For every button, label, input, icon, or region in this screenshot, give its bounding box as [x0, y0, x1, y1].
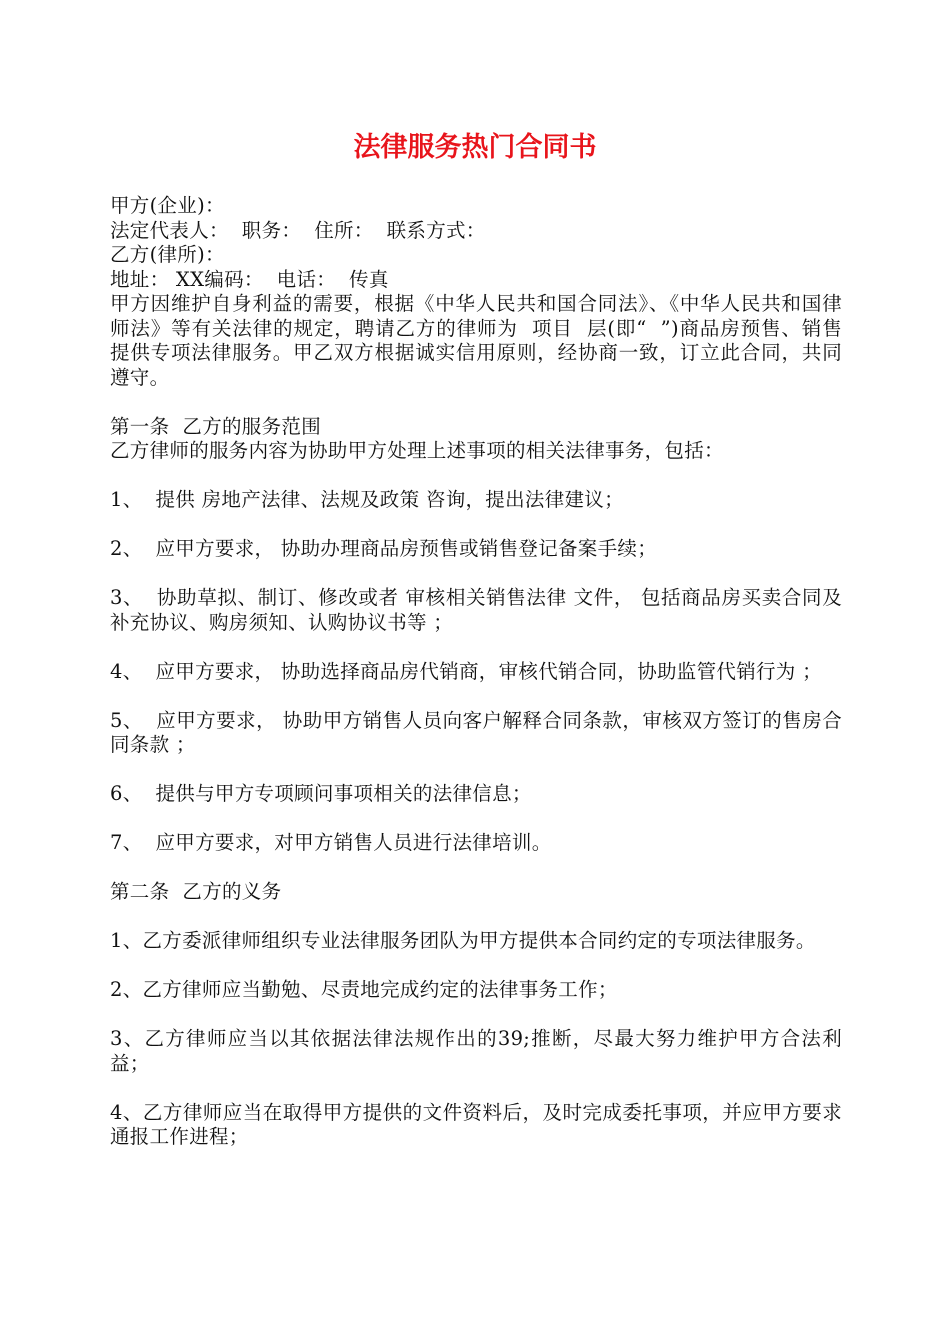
article-2-item: 2、乙方律师应当勤勉、尽责地完成约定的法律事务工作；: [110, 978, 618, 1001]
party-b-line: 乙方(律所)：: [110, 243, 225, 266]
article-1-item: 6、 提供与甲方专项顾问事项相关的法律信息；: [110, 782, 532, 805]
preamble-paragraph: 甲方因维护自身利益的需要，根据《中华人民共和国合同法》、《中华人民共和国律师法》等有关法律的规定，聘请乙方的律师为 项目 层(即“ ”)商品房预售、销售 提供专项法律服务。甲乙双方根据诚实信用原则，经协商一致，订立此合同，共同遵守。: [110, 292, 849, 389]
spacer: [110, 635, 842, 660]
spacer: [110, 1003, 842, 1028]
spacer: [110, 1076, 842, 1101]
article-1-item: 1、 提供 房地产法律、法规及政策 咨询，提出法律建议；: [110, 488, 624, 511]
article-2-item: 1、乙方委派律师组织专业法律服务团队为甲方提供本合同约定的专项法律服务。: [110, 929, 816, 952]
spacer: [110, 954, 842, 979]
article-1-item: 3、 协助草拟、制订、修改或者 审核相关销售法律 文件， 包括商品房买卖合同及补充协议、购房须知、认购协议书等 ；: [110, 586, 842, 634]
spacer: [110, 684, 842, 709]
spacer: [110, 390, 842, 415]
party-a-line: 甲方(企业)：: [110, 194, 225, 217]
document-title: 法律服务热门合同书: [353, 132, 597, 163]
article-2-heading: 第二条 乙方的义务: [110, 880, 282, 903]
spacer: [110, 856, 842, 881]
article-2-item: 3、乙方律师应当以其依据法律法规作出的39;推断，尽最大努力维护甲方合法利益；: [110, 1027, 842, 1075]
article-1-item: 5、 应甲方要求， 协助甲方销售人员向客户解释合同条款，审核双方签订的售房合同条款 ；: [110, 708, 842, 756]
spacer: [110, 513, 842, 538]
article-1-item: 7、 应甲方要求，对甲方销售人员进行法律培训。: [110, 831, 552, 854]
article-1-item: 4、 应甲方要求， 协助选择商品房代销商，审核代销合同，协助监管代销行为 ；: [110, 659, 822, 683]
spacer: [110, 807, 842, 832]
address-line: 地址： XX编码： 电话： 传真: [110, 267, 389, 291]
spacer: [110, 562, 842, 587]
spacer: [110, 464, 842, 489]
article-2-item: 4、乙方律师应当在取得甲方提供的文件资料后，及时完成委托事项，并应甲方要求通报工作进程；: [110, 1100, 842, 1148]
document-body: [110, 194, 849, 1150]
article-1-intro: 乙方律师的服务内容为协助甲方处理上述事项的相关法律事务，包括：: [110, 439, 724, 462]
spacer: [110, 758, 842, 783]
spacer: [110, 905, 842, 930]
article-1-heading: 第一条 乙方的服务范围: [110, 414, 321, 438]
article-1-item: 2、 应甲方要求， 协助办理商品房预售或销售登记备案手续；: [110, 537, 658, 560]
legal-representative-line: 法定代表人： 职务： 住所： 联系方式：: [110, 218, 486, 242]
